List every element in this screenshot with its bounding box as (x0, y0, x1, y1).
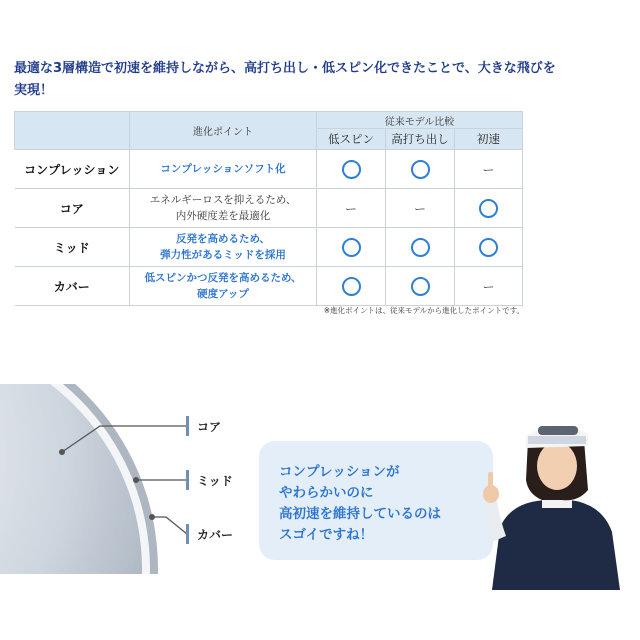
label-mid: ミッド (197, 474, 233, 488)
evolution-point-line: エネルギーロスを抑えるため、 (149, 194, 297, 206)
table-row (15, 189, 523, 228)
golfer-arm (486, 496, 506, 542)
comparison-cell (317, 228, 386, 267)
column-header-low-spin: 低スピン (317, 129, 386, 150)
evolution-point-line: 低スピンかつ反発を高めるため、 (144, 272, 302, 284)
circle-mark-icon (411, 160, 430, 179)
golfer-visor-band (528, 436, 586, 444)
evolution-point-line: コンプレッションソフト化 (160, 163, 286, 175)
dash-mark: ー (482, 279, 495, 294)
speech-bubble-text (279, 462, 489, 546)
circle-mark-icon (479, 199, 498, 218)
row-header: ミッド (15, 228, 130, 267)
column-header-high-launch: 高打ち出し (386, 129, 455, 150)
evolution-point (130, 189, 317, 228)
circle-mark-icon (411, 277, 430, 296)
evolution-point-line: 反発を高めるため、 (175, 233, 271, 245)
circle-mark-icon (342, 277, 361, 296)
point-column-header: 進化ポイント (130, 112, 317, 150)
table-row (15, 267, 523, 306)
comparison-cell (317, 150, 386, 189)
table-row (15, 150, 523, 189)
ball-core (0, 384, 142, 574)
table-footnote: ※進化ポイントは、従来モデルから進化したポイントです。 (323, 306, 524, 315)
dash-mark: ー (344, 201, 357, 216)
golfer-torso (492, 500, 620, 590)
circle-mark-icon (342, 238, 361, 257)
evolution-point (130, 267, 317, 306)
label-core: コア (197, 420, 222, 434)
comparison-cell (386, 189, 455, 228)
golfer-finger (488, 472, 493, 492)
comparison-cell (317, 189, 386, 228)
column-header-initial-speed: 初速 (455, 129, 523, 150)
evolution-point-line: 内外硬度差を最適化 (175, 210, 271, 222)
bubble-line-4: スゴイですね！ (279, 527, 374, 543)
evolution-point-line: 硬度アップ (197, 288, 249, 300)
row-header: カバー (15, 267, 130, 306)
golfer-photo (462, 410, 640, 590)
table-corner (15, 112, 130, 150)
comparison-cell (386, 150, 455, 189)
bubble-line-1: コンプレッションが (279, 464, 400, 480)
comparison-cell (455, 228, 523, 267)
table-row (15, 228, 523, 267)
dash-mark: ー (413, 201, 426, 216)
comparison-cell (455, 150, 523, 189)
headline-line-1: 最適な3層構造で初速を維持しながら、高打ち出し・低スピン化できたことで、大きな飛びを (14, 61, 556, 76)
evolution-point (130, 150, 317, 189)
label-cover: カバー (197, 528, 234, 542)
circle-mark-icon (479, 238, 498, 257)
golfer-sunglasses (538, 426, 578, 435)
row-header: コンプレッション (15, 150, 130, 189)
comparison-cell (317, 267, 386, 306)
comparison-cell (455, 267, 523, 306)
comparison-cell (455, 189, 523, 228)
ball-cross-section (0, 384, 260, 574)
headline (14, 58, 626, 102)
evolution-point-line: 弾力性があるミッドを採用 (160, 249, 286, 261)
compare-column-header: 従来モデル比較 (317, 112, 523, 129)
circle-mark-icon (411, 238, 430, 257)
evolution-point (130, 228, 317, 267)
bubble-line-3: 高初速を維持しているのは (279, 506, 441, 522)
golfer-face (537, 442, 577, 490)
bubble-line-2: やわらかいのに (279, 485, 374, 501)
headline-line-2: 実現！ (14, 83, 54, 98)
comparison-table (14, 111, 523, 306)
circle-mark-icon (342, 160, 361, 179)
comparison-cell (386, 267, 455, 306)
row-header: コア (15, 189, 130, 228)
dash-mark: ー (482, 162, 495, 177)
comparison-cell (386, 228, 455, 267)
